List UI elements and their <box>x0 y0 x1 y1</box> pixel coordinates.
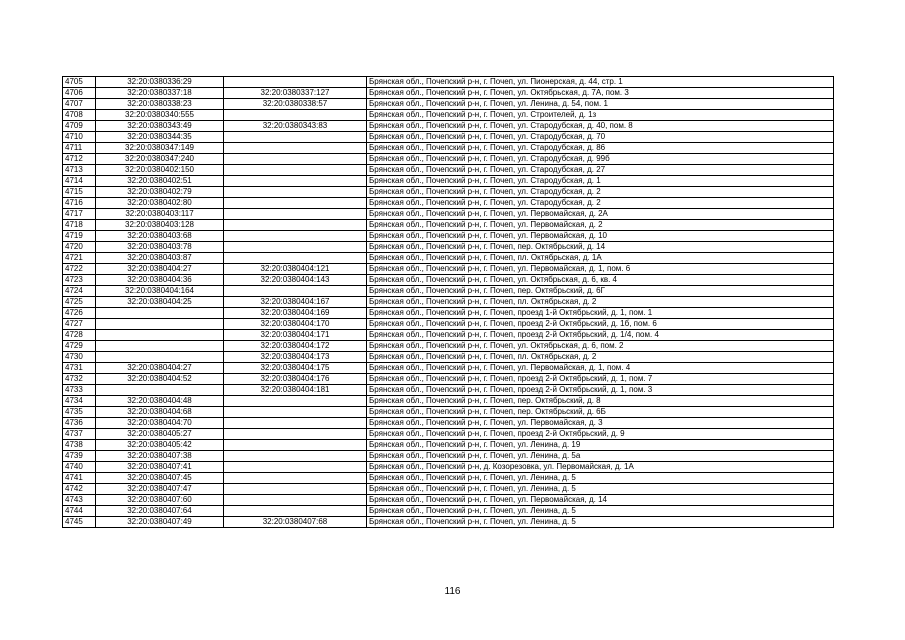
address-cell: Брянская обл., Почепский р-н, г. Почеп, ул. Ленина, д. 5 <box>367 473 834 484</box>
row-number-cell: 4739 <box>63 451 96 462</box>
table-row <box>63 165 834 176</box>
row-number-cell: 4711 <box>63 143 96 154</box>
row-number-cell: 4730 <box>63 352 96 363</box>
previous-number-cell <box>224 407 367 418</box>
row-number-cell: 4719 <box>63 231 96 242</box>
table-row <box>63 473 834 484</box>
cadastral-number-cell: 32:20:0380336:29 <box>96 77 224 88</box>
cadastral-number-cell: 32:20:0380405:42 <box>96 440 224 451</box>
address-cell: Брянская обл., Почепский р-н, г. Почеп, ул. Ленина, д. 5а <box>367 451 834 462</box>
address-cell: Брянская обл., Почепский р-н, г. Почеп, ул. Ленина, д. 19 <box>367 440 834 451</box>
table-row <box>63 495 834 506</box>
row-number-cell: 4731 <box>63 363 96 374</box>
table-row <box>63 352 834 363</box>
row-number-cell: 4707 <box>63 99 96 110</box>
previous-number-cell <box>224 143 367 154</box>
address-cell: Брянская обл., Почепский р-н, г. Почеп, ул. Стародубская, д. 70 <box>367 132 834 143</box>
address-cell: Брянская обл., Почепский р-н, г. Почеп, ул. Стародубская, д. 1 <box>367 176 834 187</box>
previous-number-cell <box>224 187 367 198</box>
table-row <box>63 517 834 528</box>
cadastral-number-cell: 32:20:0380407:64 <box>96 506 224 517</box>
address-cell: Брянская обл., Почепский р-н, г. Почеп, проезд 2-й Октябрьский, д. 1/4, пом. 4 <box>367 330 834 341</box>
row-number-cell: 4705 <box>63 77 96 88</box>
row-number-cell: 4723 <box>63 275 96 286</box>
address-cell: Брянская обл., Почепский р-н, г. Почеп, проезд 2-й Октябрьский, д. 1, пом. 7 <box>367 374 834 385</box>
table-row <box>63 286 834 297</box>
previous-number-cell: 32:20:0380404:121 <box>224 264 367 275</box>
register-table-body <box>63 77 834 528</box>
cadastral-number-cell: 32:20:0380340:555 <box>96 110 224 121</box>
address-cell: Брянская обл., Почепский р-н, г. Почеп, пер. Октябрьский, д. 6Б <box>367 407 834 418</box>
previous-number-cell <box>224 418 367 429</box>
table-row <box>63 110 834 121</box>
cadastral-number-cell: 32:20:0380405:27 <box>96 429 224 440</box>
table-row <box>63 385 834 396</box>
address-cell: Брянская обл., Почепский р-н, г. Почеп, ул. Первомайская, д. 3 <box>367 418 834 429</box>
previous-number-cell <box>224 209 367 220</box>
previous-number-cell <box>224 110 367 121</box>
row-number-cell: 4710 <box>63 132 96 143</box>
cadastral-number-cell: 32:20:0380338:23 <box>96 99 224 110</box>
previous-number-cell <box>224 462 367 473</box>
table-row <box>63 154 834 165</box>
previous-number-cell <box>224 165 367 176</box>
register-table <box>62 76 834 528</box>
address-cell: Брянская обл., Почепский р-н, г. Почеп, ул. Первомайская, д. 1, пом. 6 <box>367 264 834 275</box>
address-cell: Брянская обл., Почепский р-н, г. Почеп, ул. Ленина, д. 5 <box>367 484 834 495</box>
cadastral-number-cell: 32:20:0380407:49 <box>96 517 224 528</box>
address-cell: Брянская обл., Почепский р-н, г. Почеп, ул. Стародубская, д. 86 <box>367 143 834 154</box>
page-number: 116 <box>444 586 461 597</box>
table-row <box>63 451 834 462</box>
cadastral-number-cell: 32:20:0380407:47 <box>96 484 224 495</box>
address-cell: Брянская обл., Почепский р-н, г. Почеп, пл. Октябрьская, д. 2 <box>367 297 834 308</box>
table-row <box>63 99 834 110</box>
previous-number-cell <box>224 253 367 264</box>
table-row <box>63 88 834 99</box>
address-cell: Брянская обл., Почепский р-н, г. Почеп, проезд 2-й Октябрьский, д. 9 <box>367 429 834 440</box>
row-number-cell: 4728 <box>63 330 96 341</box>
row-number-cell: 4729 <box>63 341 96 352</box>
previous-number-cell: 32:20:0380337:127 <box>224 88 367 99</box>
row-number-cell: 4715 <box>63 187 96 198</box>
cadastral-number-cell: 32:20:0380404:164 <box>96 286 224 297</box>
address-cell: Брянская обл., Почепский р-н, г. Почеп, ул. Первомайская, д. 2А <box>367 209 834 220</box>
cadastral-number-cell <box>96 308 224 319</box>
table-row <box>63 187 834 198</box>
previous-number-cell <box>224 451 367 462</box>
table-row <box>63 308 834 319</box>
cadastral-number-cell <box>96 330 224 341</box>
table-row <box>63 429 834 440</box>
row-number-cell: 4725 <box>63 297 96 308</box>
address-cell: Брянская обл., Почепский р-н, г. Почеп, ул. Первомайская, д. 2 <box>367 220 834 231</box>
cadastral-number-cell <box>96 385 224 396</box>
address-cell: Брянская обл., Почепский р-н, г. Почеп, пер. Октябрьский, д. 8 <box>367 396 834 407</box>
cadastral-number-cell: 32:20:0380407:60 <box>96 495 224 506</box>
cadastral-number-cell: 32:20:0380404:25 <box>96 297 224 308</box>
cadastral-number-cell: 32:20:0380407:38 <box>96 451 224 462</box>
previous-number-cell <box>224 132 367 143</box>
cadastral-number-cell: 32:20:0380347:240 <box>96 154 224 165</box>
cadastral-number-cell: 32:20:0380402:80 <box>96 198 224 209</box>
previous-number-cell: 32:20:0380404:172 <box>224 341 367 352</box>
row-number-cell: 4733 <box>63 385 96 396</box>
table-row <box>63 220 834 231</box>
cadastral-number-cell: 32:20:0380407:45 <box>96 473 224 484</box>
address-cell: Брянская обл., Почепский р-н, г. Почеп, ул. Ленина, д. 54, пом. 1 <box>367 99 834 110</box>
previous-number-cell: 32:20:0380404:173 <box>224 352 367 363</box>
row-number-cell: 4743 <box>63 495 96 506</box>
address-cell: Брянская обл., Почепский р-н, г. Почеп, ул. Первомайская, д. 1, пом. 4 <box>367 363 834 374</box>
row-number-cell: 4706 <box>63 88 96 99</box>
table-row <box>63 374 834 385</box>
address-cell: Брянская обл., Почепский р-н, г. Почеп, пер. Октябрьский, д. 6Г <box>367 286 834 297</box>
previous-number-cell <box>224 396 367 407</box>
cadastral-number-cell: 32:20:0380402:79 <box>96 187 224 198</box>
address-cell: Брянская обл., Почепский р-н, г. Почеп, пл. Октябрьская, д. 1А <box>367 253 834 264</box>
row-number-cell: 4714 <box>63 176 96 187</box>
previous-number-cell <box>224 429 367 440</box>
table-row <box>63 231 834 242</box>
previous-number-cell <box>224 286 367 297</box>
cadastral-number-cell: 32:20:0380402:51 <box>96 176 224 187</box>
address-cell: Брянская обл., Почепский р-н, г. Почеп, ул. Первомайская, д. 10 <box>367 231 834 242</box>
cadastral-number-cell: 32:20:0380404:52 <box>96 374 224 385</box>
row-number-cell: 4724 <box>63 286 96 297</box>
table-row <box>63 418 834 429</box>
table-row <box>63 253 834 264</box>
address-cell: Брянская обл., Почепский р-н, г. Почеп, ул. Первомайская, д. 14 <box>367 495 834 506</box>
address-cell: Брянская обл., Почепский р-н, г. Почеп, ул. Ленина, д. 5 <box>367 506 834 517</box>
address-cell: Брянская обл., Почепский р-н, г. Почеп, проезд 2-й Октябрьский, д. 1б, пом. 6 <box>367 319 834 330</box>
table-row <box>63 275 834 286</box>
previous-number-cell <box>224 242 367 253</box>
previous-number-cell: 32:20:0380404:167 <box>224 297 367 308</box>
table-row <box>63 440 834 451</box>
cadastral-number-cell: 32:20:0380404:27 <box>96 363 224 374</box>
address-cell: Брянская обл., Почепский р-н, г. Почеп, пер. Октябрьский, д. 14 <box>367 242 834 253</box>
row-number-cell: 4717 <box>63 209 96 220</box>
table-row <box>63 198 834 209</box>
table-row <box>63 506 834 517</box>
row-number-cell: 4732 <box>63 374 96 385</box>
previous-number-cell <box>224 220 367 231</box>
address-cell: Брянская обл., Почепский р-н, г. Почеп, ул. Стародубская, д. 2 <box>367 187 834 198</box>
table-row <box>63 121 834 132</box>
cadastral-number-cell: 32:20:0380403:87 <box>96 253 224 264</box>
address-cell: Брянская обл., Почепский р-н, г. Почеп, пл. Октябрьская, д. 2 <box>367 352 834 363</box>
previous-number-cell <box>224 176 367 187</box>
address-cell: Брянская обл., Почепский р-н, г. Почеп, проезд 2-й Октябрьский, д. 1, пом. 3 <box>367 385 834 396</box>
previous-number-cell <box>224 473 367 484</box>
address-cell: Брянская обл., Почепский р-н, г. Почеп, ул. Стародубская, д. 2 <box>367 198 834 209</box>
address-cell: Брянская обл., Почепский р-н, г. Почеп, ул. Октябрьская, д. 6, кв. 4 <box>367 275 834 286</box>
previous-number-cell: 32:20:0380343:83 <box>224 121 367 132</box>
row-number-cell: 4726 <box>63 308 96 319</box>
table-row <box>63 77 834 88</box>
row-number-cell: 4727 <box>63 319 96 330</box>
row-number-cell: 4720 <box>63 242 96 253</box>
row-number-cell: 4735 <box>63 407 96 418</box>
previous-number-cell: 32:20:0380338:57 <box>224 99 367 110</box>
table-row <box>63 396 834 407</box>
row-number-cell: 4745 <box>63 517 96 528</box>
address-cell: Брянская обл., Почепский р-н, г. Почеп, ул. Пионерская, д. 44, стр. 1 <box>367 77 834 88</box>
previous-number-cell: 32:20:0380404:175 <box>224 363 367 374</box>
address-cell: Брянская обл., Почепский р-н, г. Почеп, ул. Строителей, д. 1з <box>367 110 834 121</box>
table-row <box>63 242 834 253</box>
row-number-cell: 4722 <box>63 264 96 275</box>
address-cell: Брянская обл., Почепский р-н, г. Почеп, ул. Стародубская, д. 99б <box>367 154 834 165</box>
previous-number-cell: 32:20:0380404:170 <box>224 319 367 330</box>
address-cell: Брянская обл., Почепский р-н, г. Почеп, ул. Стародубская, д. 27 <box>367 165 834 176</box>
table-row <box>63 484 834 495</box>
previous-number-cell: 32:20:0380407:68 <box>224 517 367 528</box>
address-cell: Брянская обл., Почепский р-н, г. Почеп, ул. Стародубская, д. 40, пом. 8 <box>367 121 834 132</box>
address-cell: Брянская обл., Почепский р-н, г. Почеп, ул. Октябрьская, д. 7А, пом. 3 <box>367 88 834 99</box>
table-row <box>63 330 834 341</box>
previous-number-cell <box>224 198 367 209</box>
previous-number-cell <box>224 495 367 506</box>
row-number-cell: 4738 <box>63 440 96 451</box>
cadastral-number-cell: 32:20:0380404:36 <box>96 275 224 286</box>
row-number-cell: 4740 <box>63 462 96 473</box>
table-row <box>63 176 834 187</box>
previous-number-cell: 32:20:0380404:176 <box>224 374 367 385</box>
cadastral-number-cell: 32:20:0380403:78 <box>96 242 224 253</box>
cadastral-number-cell: 32:20:0380403:128 <box>96 220 224 231</box>
cadastral-number-cell <box>96 341 224 352</box>
table-row <box>63 462 834 473</box>
cadastral-number-cell: 32:20:0380344:35 <box>96 132 224 143</box>
previous-number-cell: 32:20:0380404:143 <box>224 275 367 286</box>
cadastral-number-cell: 32:20:0380403:68 <box>96 231 224 242</box>
row-number-cell: 4721 <box>63 253 96 264</box>
row-number-cell: 4736 <box>63 418 96 429</box>
address-cell: Брянская обл., Почепский р-н, д. Козорезовка, ул. Первомайская, д. 1А <box>367 462 834 473</box>
row-number-cell: 4713 <box>63 165 96 176</box>
row-number-cell: 4744 <box>63 506 96 517</box>
cadastral-number-cell: 32:20:0380404:27 <box>96 264 224 275</box>
previous-number-cell <box>224 231 367 242</box>
table-row <box>63 363 834 374</box>
cadastral-number-cell: 32:20:0380404:68 <box>96 407 224 418</box>
address-cell: Брянская обл., Почепский р-н, г. Почеп, ул. Октябрьская, д. 6, пом. 2 <box>367 341 834 352</box>
previous-number-cell: 32:20:0380404:169 <box>224 308 367 319</box>
row-number-cell: 4712 <box>63 154 96 165</box>
previous-number-cell <box>224 77 367 88</box>
table-row <box>63 407 834 418</box>
row-number-cell: 4708 <box>63 110 96 121</box>
address-cell: Брянская обл., Почепский р-н, г. Почеп, ул. Ленина, д. 5 <box>367 517 834 528</box>
table-row <box>63 132 834 143</box>
table-row <box>63 209 834 220</box>
cadastral-number-cell: 32:20:0380404:70 <box>96 418 224 429</box>
row-number-cell: 4718 <box>63 220 96 231</box>
previous-number-cell <box>224 154 367 165</box>
row-number-cell: 4742 <box>63 484 96 495</box>
cadastral-number-cell: 32:20:0380407:41 <box>96 462 224 473</box>
table-row <box>63 264 834 275</box>
row-number-cell: 4709 <box>63 121 96 132</box>
table-row <box>63 297 834 308</box>
previous-number-cell <box>224 506 367 517</box>
cadastral-number-cell <box>96 352 224 363</box>
address-cell: Брянская обл., Почепский р-н, г. Почеп, проезд 1-й Октябрьский, д. 1, пом. 1 <box>367 308 834 319</box>
cadastral-number-cell <box>96 319 224 330</box>
previous-number-cell: 32:20:0380404:171 <box>224 330 367 341</box>
table-row <box>63 143 834 154</box>
table-row <box>63 341 834 352</box>
previous-number-cell: 32:20:0380404:181 <box>224 385 367 396</box>
cadastral-number-cell: 32:20:0380347:149 <box>96 143 224 154</box>
cadastral-number-cell: 32:20:0380404:48 <box>96 396 224 407</box>
cadastral-number-cell: 32:20:0380337:18 <box>96 88 224 99</box>
cadastral-number-cell: 32:20:0380403:117 <box>96 209 224 220</box>
row-number-cell: 4741 <box>63 473 96 484</box>
previous-number-cell <box>224 484 367 495</box>
row-number-cell: 4734 <box>63 396 96 407</box>
cadastral-number-cell: 32:20:0380343:49 <box>96 121 224 132</box>
cadastral-number-cell: 32:20:0380402:150 <box>96 165 224 176</box>
previous-number-cell <box>224 440 367 451</box>
row-number-cell: 4716 <box>63 198 96 209</box>
row-number-cell: 4737 <box>63 429 96 440</box>
table-row <box>63 319 834 330</box>
